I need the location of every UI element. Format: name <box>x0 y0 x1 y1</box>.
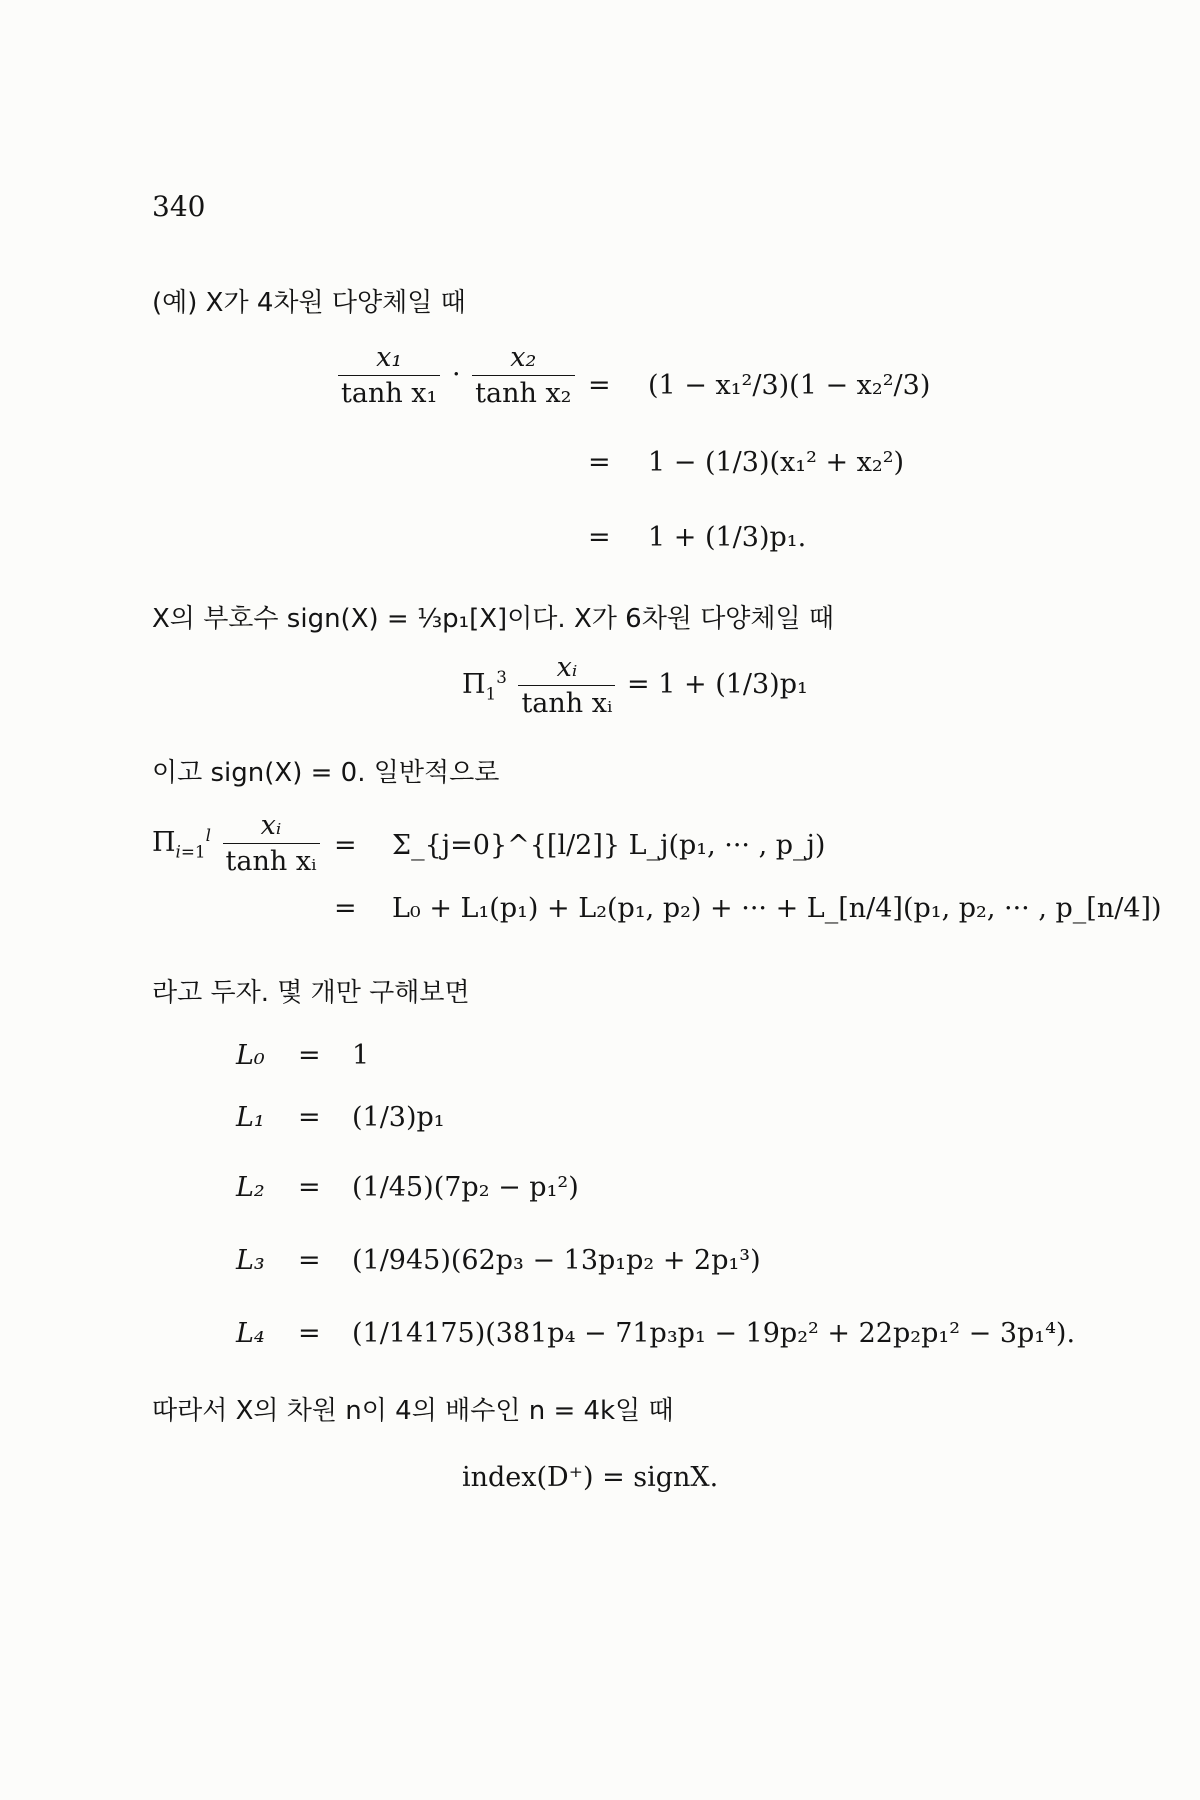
numerator-x2: x₂ <box>472 342 574 376</box>
numerator-xi: xᵢ <box>518 652 615 686</box>
general-rhs-row2: L₀ + L₁(p₁) + L₂(p₁, p₂) + ··· + L_[n/4](p₁, p₂, ··· , p_[n/4]) <box>392 893 1162 924</box>
general-product-lhs <box>152 810 323 877</box>
general-rhs-row1: Σ_{j=0}^{[l/2]} L_j(p₁, ··· , p_j) <box>392 830 826 861</box>
general-numerator-xi: xᵢ <box>223 810 320 844</box>
L1-value: (1/3)p₁ <box>352 1102 445 1133</box>
L4-equals: = <box>298 1318 321 1349</box>
L1-equals: = <box>298 1102 321 1133</box>
denominator-tanh-x1: tanh x₁ <box>341 378 438 410</box>
L1-name: L₁ <box>236 1102 265 1133</box>
dim6-rhs: = 1 + (1/3)p₁ <box>627 669 808 701</box>
general-fraction <box>223 810 320 877</box>
equals-sign-row3: = <box>588 522 611 553</box>
L0-name: L₀ <box>236 1040 265 1071</box>
L4-name: L₄ <box>236 1318 265 1349</box>
general-equals-row1: = <box>334 830 357 861</box>
fraction-x1-over-tanh <box>338 342 440 409</box>
L0-equals: = <box>298 1040 321 1071</box>
index-formula: index(D⁺) = signX. <box>462 1462 719 1493</box>
dot-operator: · <box>451 359 461 391</box>
product-symbol: $\Pi_1^3$ <box>462 667 507 704</box>
fraction-x2-over-tanh <box>472 342 574 409</box>
signature-sentence: X의 부호수 sign(X) = ⅓p₁[X]이다. X가 6차원 다양체일 때 <box>152 604 835 634</box>
L3-value: (1/945)(62p₃ − 13p₁p₂ + 2p₁³) <box>352 1245 761 1276</box>
conclusion-sentence: 따라서 X의 차원 n이 4의 배수인 n = 4k일 때 <box>152 1396 674 1426</box>
numerator-x1: x₁ <box>338 342 440 376</box>
few-computed-sentence: 라고 두자. 몇 개만 구해보면 <box>152 978 470 1008</box>
general-equals-row2: = <box>334 893 357 924</box>
dim4-rhs1: (1 − x₁²/3)(1 − x₂²/3) <box>648 370 931 401</box>
fraction-xi-over-tanh <box>518 652 615 719</box>
equals-sign-row1: = <box>588 370 611 401</box>
denominator-tanh-xi: tanh xᵢ <box>521 688 613 720</box>
dim4-rhs2: 1 − (1/3)(x₁² + x₂²) <box>648 447 905 478</box>
dim6-equation <box>462 652 808 719</box>
equals-sign-row2: = <box>588 447 611 478</box>
L3-equals: = <box>298 1245 321 1276</box>
general-denominator-tanh-xi: tanh xᵢ <box>225 846 317 878</box>
L2-value: (1/45)(7p₂ − p₁²) <box>352 1172 579 1203</box>
dim4-rhs3: 1 + (1/3)p₁. <box>648 522 807 553</box>
L2-name: L₂ <box>236 1172 265 1203</box>
dim4-equation-row1 <box>335 342 578 409</box>
general-product-symbol: $\Pi_{i=1}^l$ <box>152 825 211 862</box>
L4-value: (1/14175)(381p₄ − 71p₃p₁ − 19p₂² + 22p₂p₁² − 3p₁⁴). <box>352 1318 1076 1349</box>
page-number: 340 <box>152 190 206 223</box>
L3-name: L₃ <box>236 1245 265 1276</box>
example-heading: (예) X가 4차원 다양체일 때 <box>152 288 466 318</box>
L2-equals: = <box>298 1172 321 1203</box>
sign-zero-sentence: 이고 sign(X) = 0. 일반적으로 <box>152 758 500 788</box>
L0-value: 1 <box>352 1040 370 1071</box>
denominator-tanh-x2: tanh x₂ <box>475 378 572 410</box>
